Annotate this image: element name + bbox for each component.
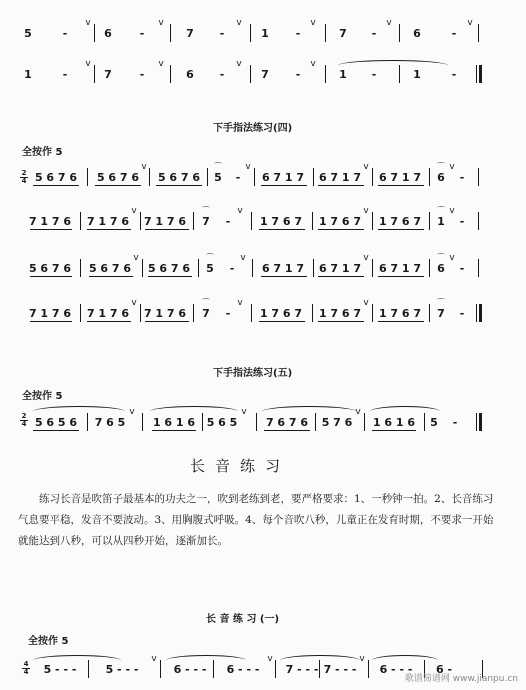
barline — [315, 413, 316, 431]
note: 6 — [437, 171, 445, 184]
underline — [261, 185, 307, 186]
breath-mark: v — [85, 59, 91, 69]
fingering-label: 全按作 5 — [22, 147, 63, 158]
dash: - — [225, 215, 231, 228]
underline — [156, 185, 202, 186]
watermark: 歌谱简谱网 www.jianpu.cn — [404, 674, 518, 684]
note: 6 — [437, 262, 445, 275]
note: 5 - - - — [43, 663, 77, 676]
fermata: ⌒ — [437, 206, 445, 215]
breath-mark: v — [310, 59, 316, 69]
final-barline — [476, 304, 482, 322]
dash: - — [459, 262, 465, 275]
barline — [252, 259, 253, 277]
breath-mark: v — [131, 298, 137, 308]
barline — [80, 212, 81, 230]
breath-mark: v — [141, 162, 147, 172]
note: 7 - - - — [285, 663, 319, 676]
section-title: 下手指法练习(五) — [213, 368, 293, 379]
dash: - — [235, 171, 241, 184]
note: 5 — [430, 416, 438, 429]
barline — [424, 413, 425, 431]
breath-mark: v — [355, 407, 361, 417]
underline — [318, 185, 364, 186]
note-group: 7 6 5 — [94, 416, 126, 429]
fermata: ⌒ — [437, 298, 445, 307]
barline — [87, 413, 88, 431]
note-group: 6 7 1 7 — [378, 171, 422, 184]
breath-mark: v — [151, 654, 157, 664]
breath-mark: v — [359, 654, 365, 664]
underline — [259, 321, 305, 322]
fingering-label: 全按作 5 — [28, 636, 69, 647]
underline — [33, 430, 79, 431]
fermata: ⌒ — [214, 162, 222, 171]
underline — [261, 276, 307, 277]
barline — [429, 259, 430, 277]
note: 7 — [104, 68, 112, 81]
note-group: 7 1 7 6 — [86, 215, 130, 228]
underline — [87, 229, 131, 230]
section4-row-1 — [0, 162, 526, 193]
note-group: 1 7 6 7 — [318, 307, 362, 320]
fermata: ⌒ — [202, 298, 210, 307]
note: 7 — [202, 307, 210, 320]
note-group: 5 6 7 6 — [157, 171, 201, 184]
barline — [312, 304, 313, 322]
dash: - — [451, 68, 457, 81]
underline — [318, 229, 364, 230]
note: 6 — [104, 27, 112, 40]
note-group: 1 7 6 7 — [259, 307, 303, 320]
top-staff-row-2 — [0, 59, 526, 90]
barline — [250, 24, 251, 42]
barline — [478, 168, 479, 186]
note-group: 5 6 5 — [206, 416, 238, 429]
dash: - — [225, 307, 231, 320]
barline — [429, 304, 430, 322]
barline — [319, 660, 320, 678]
note: 5 — [24, 27, 32, 40]
fermata: ⌒ — [437, 253, 445, 262]
dash: - — [229, 262, 235, 275]
barline — [198, 259, 199, 277]
barline — [207, 168, 208, 186]
barline — [429, 168, 430, 186]
barline — [251, 212, 252, 230]
breath-mark: v — [236, 18, 242, 28]
section4-row-4 — [0, 298, 526, 329]
breath-mark: v — [363, 162, 369, 172]
dash: - — [371, 27, 377, 40]
breath-mark: v — [158, 18, 164, 28]
time-bottom: 4 — [21, 177, 27, 185]
section4-row-3 — [0, 253, 526, 284]
barline — [170, 65, 171, 83]
note-group: 5 6 7 6 — [147, 262, 191, 275]
dash: - — [139, 68, 145, 81]
breath-mark: v — [310, 18, 316, 28]
underline — [30, 321, 72, 322]
dash: - — [139, 27, 145, 40]
time-bottom: 4 — [23, 668, 29, 676]
note-group: 7 1 7 6 — [28, 215, 72, 228]
underline — [33, 185, 79, 186]
note-group: 6 7 1 7 — [378, 262, 422, 275]
note-group: 6 7 1 7 — [318, 262, 362, 275]
barline — [149, 168, 150, 186]
underline — [95, 185, 141, 186]
breath-mark: v — [85, 18, 91, 28]
barline — [94, 65, 95, 83]
note: 1 — [24, 68, 32, 81]
barline — [372, 259, 373, 277]
note: 1 — [413, 68, 421, 81]
note-group: 1 6 1 6 — [372, 416, 416, 429]
barline — [142, 259, 143, 277]
dash: - — [295, 27, 301, 40]
breath-mark: v — [363, 206, 369, 216]
note-group: 1 7 6 7 — [378, 215, 422, 228]
barline — [312, 212, 313, 230]
note: 5 — [214, 171, 222, 184]
barline — [275, 660, 276, 678]
barline — [364, 413, 365, 431]
note-group: 1 6 1 6 — [152, 416, 196, 429]
note-group: 6 7 1 7 — [261, 171, 305, 184]
underline — [145, 229, 189, 230]
time-top: 4 — [23, 660, 29, 668]
dash: - — [295, 68, 301, 81]
time-top: 2 — [21, 412, 27, 420]
fingering-label: 全按作 5 — [22, 391, 63, 402]
underline — [30, 229, 72, 230]
breath-mark: v — [267, 654, 273, 664]
underline — [378, 321, 424, 322]
note: 7 — [437, 307, 445, 320]
barline — [325, 24, 326, 42]
note: 6 - — [435, 663, 453, 676]
breath-mark: v — [237, 298, 243, 308]
barline — [372, 304, 373, 322]
underline — [378, 276, 424, 277]
barline — [256, 413, 257, 431]
instruction-paragraph: 练习长音是吹笛子最基本的功夫之一，吹到老练到老，要严格要求：1、一秒钟一拍。2、长音练习气息要平稳，发音不要波动。3、用胸腹式呼吸。4、每个音吹八秒，儿童正在发育时期，不要求一开始就能达到八秒，可以从四秒开始，逐渐加长。 — [18, 493, 494, 547]
barline — [399, 24, 400, 42]
breath-mark: v — [245, 162, 251, 172]
underline — [145, 321, 189, 322]
barline — [193, 212, 194, 230]
note-group: 7 6 7 6 — [265, 416, 309, 429]
note: 7 — [202, 215, 210, 228]
barline — [80, 259, 81, 277]
note-group: 5 6 7 6 — [34, 171, 78, 184]
note: 7 — [186, 27, 194, 40]
barline — [372, 168, 373, 186]
section5-row — [0, 407, 526, 438]
barline — [193, 304, 194, 322]
barline — [88, 660, 89, 678]
note: 7 — [261, 68, 269, 81]
note-group: 5 6 7 6 — [28, 262, 72, 275]
barline — [80, 304, 81, 322]
dash: - — [452, 416, 458, 429]
breath-mark: v — [363, 298, 369, 308]
final-barline — [476, 65, 482, 83]
breath-mark: v — [240, 253, 246, 263]
barline — [160, 660, 161, 678]
barline — [368, 660, 369, 678]
breath-mark: v — [133, 253, 139, 263]
breath-mark: v — [236, 59, 242, 69]
breath-mark: v — [158, 59, 164, 69]
dash: - — [62, 68, 68, 81]
barline — [325, 65, 326, 83]
breath-mark: v — [241, 407, 247, 417]
underline — [372, 430, 416, 431]
exercise-title: 长 音 练 习 (一) — [206, 614, 280, 625]
breath-mark: v — [449, 162, 455, 172]
note-group: 1 7 6 7 — [378, 307, 422, 320]
breath-mark: v — [363, 253, 369, 263]
underline — [87, 321, 131, 322]
underline — [378, 229, 424, 230]
barline — [478, 212, 479, 230]
breath-mark: v — [467, 18, 473, 28]
note-group: 5 6 5 6 — [34, 416, 78, 429]
breath-mark: v — [449, 206, 455, 216]
page-heading: 长音练习 — [190, 457, 291, 475]
barline — [478, 24, 479, 42]
note-group: 1 7 6 7 — [259, 215, 303, 228]
note: 7 - - - — [323, 663, 357, 676]
barline — [313, 168, 314, 186]
underline — [318, 321, 364, 322]
underline — [259, 229, 305, 230]
tie — [338, 60, 448, 71]
underline — [264, 430, 310, 431]
barline — [140, 304, 141, 322]
underline — [152, 430, 196, 431]
breath-mark: v — [449, 253, 455, 263]
fermata: ⌒ — [206, 253, 214, 262]
barline — [254, 168, 255, 186]
underline — [148, 276, 192, 277]
barline — [87, 168, 88, 186]
barline — [140, 212, 141, 230]
fermata: ⌒ — [202, 206, 210, 215]
note: 7 — [339, 27, 347, 40]
note: 1 — [261, 27, 269, 40]
note-group: 6 7 1 7 — [261, 262, 305, 275]
note-group: 7 1 7 6 — [86, 307, 130, 320]
time-bottom: 4 — [21, 420, 27, 428]
underline — [318, 276, 364, 277]
barline — [313, 259, 314, 277]
barline — [170, 24, 171, 42]
barline — [202, 413, 203, 431]
note: 6 — [186, 68, 194, 81]
barline — [142, 413, 143, 431]
note-group: 1 7 6 7 — [318, 215, 362, 228]
dash: - — [371, 68, 377, 81]
note-group: 7 1 7 6 — [143, 307, 187, 320]
dash: - — [459, 171, 465, 184]
note: 6 - - - — [173, 663, 207, 676]
note: 5 — [206, 262, 214, 275]
barline — [250, 65, 251, 83]
breath-mark: v — [237, 206, 243, 216]
dash: - — [62, 27, 68, 40]
barline — [399, 65, 400, 83]
note: 6 - - - — [226, 663, 260, 676]
breath-mark: v — [129, 407, 135, 417]
note-group: 7 1 7 6 — [28, 307, 72, 320]
note: 1 — [437, 215, 445, 228]
barline — [213, 660, 214, 678]
barline — [372, 212, 373, 230]
underline — [378, 185, 424, 186]
dash: - — [459, 215, 465, 228]
note: 1 — [339, 68, 347, 81]
barline — [94, 24, 95, 42]
note-group: 5 6 7 6 — [88, 262, 132, 275]
top-staff-row-1 — [0, 18, 526, 49]
underline — [89, 276, 133, 277]
note-group: 6 7 1 7 — [318, 171, 362, 184]
fermata: ⌒ — [437, 162, 445, 171]
dash: - — [459, 307, 465, 320]
breath-mark: v — [131, 206, 137, 216]
barline — [478, 259, 479, 277]
underline — [30, 276, 72, 277]
section4-row-2 — [0, 206, 526, 237]
barline — [251, 304, 252, 322]
note-group: 7 1 7 6 — [143, 215, 187, 228]
time-top: 2 — [21, 169, 27, 177]
final-barline — [476, 413, 482, 431]
breath-mark: v — [386, 18, 392, 28]
note: 6 - - - — [379, 663, 413, 676]
barline — [429, 212, 430, 230]
section-title: 下手指法练习(四) — [213, 123, 293, 134]
dash: - — [451, 27, 457, 40]
note-group: 5 7 6 — [321, 416, 353, 429]
note-group: 5 6 7 6 — [96, 171, 140, 184]
dash: - — [219, 27, 225, 40]
note: 6 — [413, 27, 421, 40]
dash: - — [219, 68, 225, 81]
note: 5 - - - — [105, 663, 139, 676]
